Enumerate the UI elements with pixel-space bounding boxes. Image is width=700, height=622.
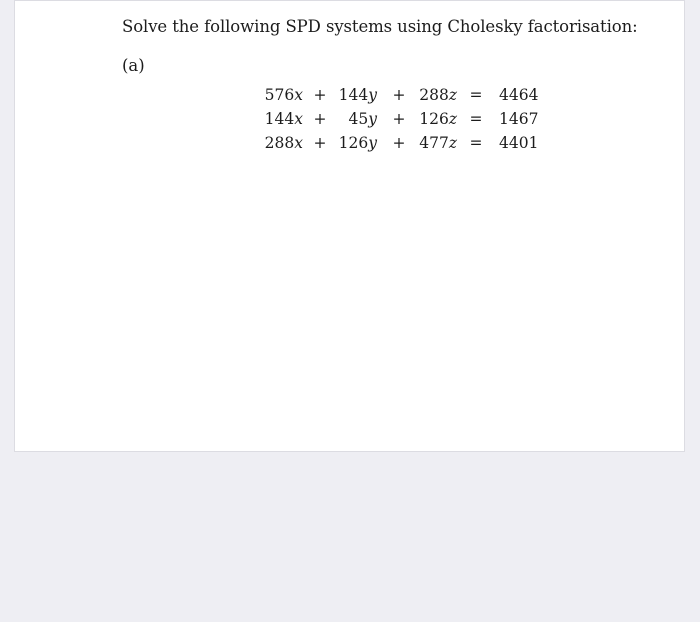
equation-system (15, 86, 686, 158)
rhs-value: 4401 (499, 134, 539, 152)
y-term: 144y (338, 86, 377, 104)
equation-row (15, 110, 686, 134)
y-term: 126y (338, 134, 377, 152)
plus-operator: + (392, 110, 406, 128)
part-label: (a) (122, 56, 145, 75)
rhs-value: 1467 (499, 110, 539, 128)
plus-operator: + (313, 134, 327, 152)
x-term: 288x (264, 134, 303, 152)
document-card (14, 0, 685, 452)
plus-operator: + (313, 110, 327, 128)
plus-operator: + (392, 134, 406, 152)
equals-sign: = (469, 110, 483, 128)
equals-sign: = (469, 86, 483, 104)
rhs-value: 4464 (499, 86, 539, 104)
question-text: Solve the following SPD systems using Cholesky factorisation: (122, 17, 638, 36)
y-term: 45y (348, 110, 377, 128)
plus-operator: + (313, 86, 327, 104)
x-term: 144x (264, 110, 303, 128)
plus-operator: + (392, 86, 406, 104)
z-term: 288z (419, 86, 457, 104)
z-term: 126z (419, 110, 457, 128)
equals-sign: = (469, 134, 483, 152)
x-term: 576x (264, 86, 303, 104)
z-term: 477z (419, 134, 457, 152)
equation-row (15, 86, 686, 110)
equation-row (15, 134, 686, 158)
